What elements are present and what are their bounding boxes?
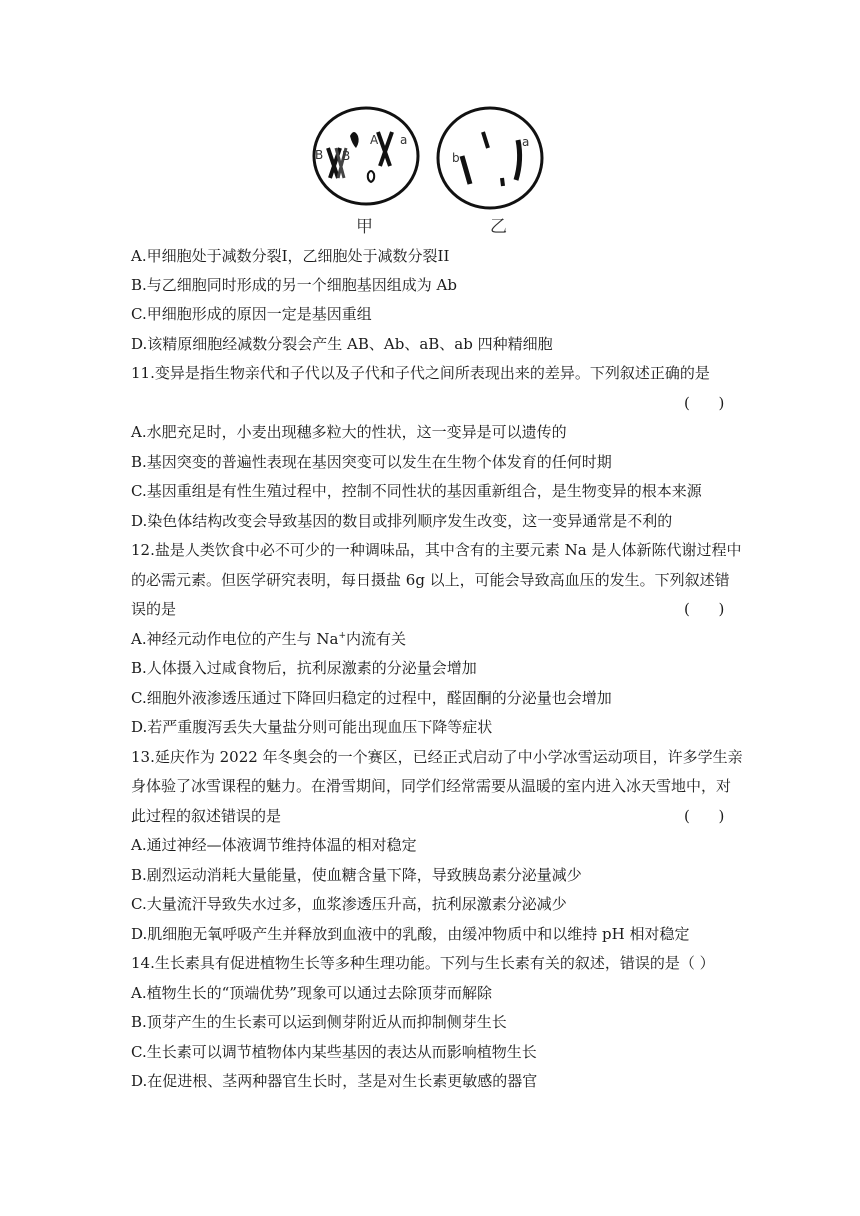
cell-jia <box>314 108 418 204</box>
q12-option-a-post: 内流有关 <box>346 630 407 648</box>
chromosome <box>502 178 503 186</box>
q13-option-d: D.肌细胞无氧呼吸产生并释放到血液中的乳酸，由缓冲物质中和以维持 pH 相对稳定 <box>131 925 690 943</box>
chromosome <box>350 132 359 148</box>
q12-answer-blank: ( ) <box>684 600 725 618</box>
q10-option-c: C.甲细胞形成的原因一定是基因重组 <box>131 305 372 323</box>
gene-label: a <box>522 135 530 149</box>
q12-option-b: B.人体摄入过咸食物后，抗利尿激素的分泌量会增加 <box>131 659 477 677</box>
chromosome <box>483 132 488 148</box>
q14-option-a: A.植物生长的“顶端优势”现象可以通过去除顶芽而解除 <box>131 984 492 1002</box>
caption-yi: 乙 <box>490 217 507 237</box>
q10-option-d: D.该精原细胞经减数分裂会产生 AB、Ab、aB、ab 四种精细胞 <box>131 335 553 353</box>
gene-label: B <box>342 149 351 163</box>
q13-option-b: B.剧烈运动消耗大量能量，使血糖含量下降，导致胰岛素分泌量减少 <box>131 866 582 884</box>
q11-option-a: A.水肥充足时，小麦出现穗多粒大的性状，这一变异是可以遗传的 <box>131 423 567 441</box>
q14-option-c: C.生长素可以调节植物体内某些基因的表达从而影响植物生长 <box>131 1043 537 1061</box>
chromosome <box>368 171 374 182</box>
q13-option-c: C.大量流汗导致失水过多，血浆渗透压升高，抗利尿激素分泌减少 <box>131 895 567 913</box>
q13-option-a: A.通过神经—体液调节维持体温的相对稳定 <box>131 836 417 854</box>
q14-option-b: B.顶芽产生的生长素可以运到侧芽附近从而抑制侧芽生长 <box>131 1013 507 1031</box>
meiosis-figure <box>300 100 560 238</box>
q13-stem-line2: 身体验了冰雪课程的魅力。在滑雪期间，同学们经常需要从温暖的室内进入冰天雪地中，对 <box>131 777 732 795</box>
q14-option-d: D.在促进根、茎两种器官生长时，茎是对生长素更敏感的器官 <box>131 1072 538 1090</box>
q10-option-a: A.甲细胞处于减数分裂I，乙细胞处于减数分裂II <box>131 247 450 265</box>
chromosome <box>378 132 392 166</box>
q10-option-b: B.与乙细胞同时形成的另一个细胞基因组成为 Ab <box>131 276 457 294</box>
q11-option-b: B.基因突变的普遍性表现在基因突变可以发生在生物个体发育的任何时期 <box>131 453 612 471</box>
q13-answer-blank: ( ) <box>684 807 725 825</box>
q13-stem-line1: 13.延庆作为 2022 年冬奥会的一个赛区，已经正式启动了中小学冰雪运动项目，许多学生亲 <box>131 748 743 766</box>
cell-diagram <box>300 100 560 238</box>
gene-label: A <box>370 133 379 147</box>
q12-option-a-sup: + <box>338 631 346 641</box>
q12-option-d: D.若严重腹泻丢失大量盐分则可能出现血压下降等症状 <box>131 718 493 736</box>
q14-stem: 14.生长素具有促进植物生长等多种生理功能。下列与生长素有关的叙述，错误的是（ ） <box>131 954 715 972</box>
q12-stem-line3: 误的是 <box>131 600 177 618</box>
chromosome <box>462 156 470 184</box>
q12-stem-line1: 12.盐是人类饮食中必不可少的一种调味品，其中含有的主要元素 Na 是人体新陈代谢过程中 <box>131 541 742 559</box>
q12-option-a <box>131 629 406 649</box>
gene-label: a <box>400 133 408 147</box>
q11-option-d: D.染色体结构改变会导致基因的数目或排列顺序发生改变，这一变异通常是不利的 <box>131 512 673 530</box>
q12-option-a-pre: A.神经元动作电位的产生与 Na <box>131 630 339 648</box>
gene-label: B <box>315 148 324 162</box>
caption-jia: 甲 <box>356 217 373 237</box>
q11-answer-blank: ( ) <box>684 394 725 412</box>
q11-option-c: C.基因重组是有性生殖过程中，控制不同性状的基因重新组合，是生物变异的根本来源 <box>131 482 702 500</box>
q13-stem-line3: 此过程的叙述错误的是 <box>131 807 282 825</box>
q12-stem-line2: 的必需元素。但医学研究表明，每日摄盐 6g 以上，可能会导致高血压的发生。下列叙述错 <box>131 571 730 589</box>
q12-option-c: C.细胞外液渗透压通过下降回归稳定的过程中，醛固酮的分泌量也会增加 <box>131 689 612 707</box>
chromosome <box>516 140 520 180</box>
cell-yi <box>438 108 542 208</box>
q11-stem: 11.变异是指生物亲代和子代以及子代和子代之间所表现出来的差异。下列叙述正确的是 <box>131 364 710 382</box>
gene-label: b <box>452 151 460 165</box>
